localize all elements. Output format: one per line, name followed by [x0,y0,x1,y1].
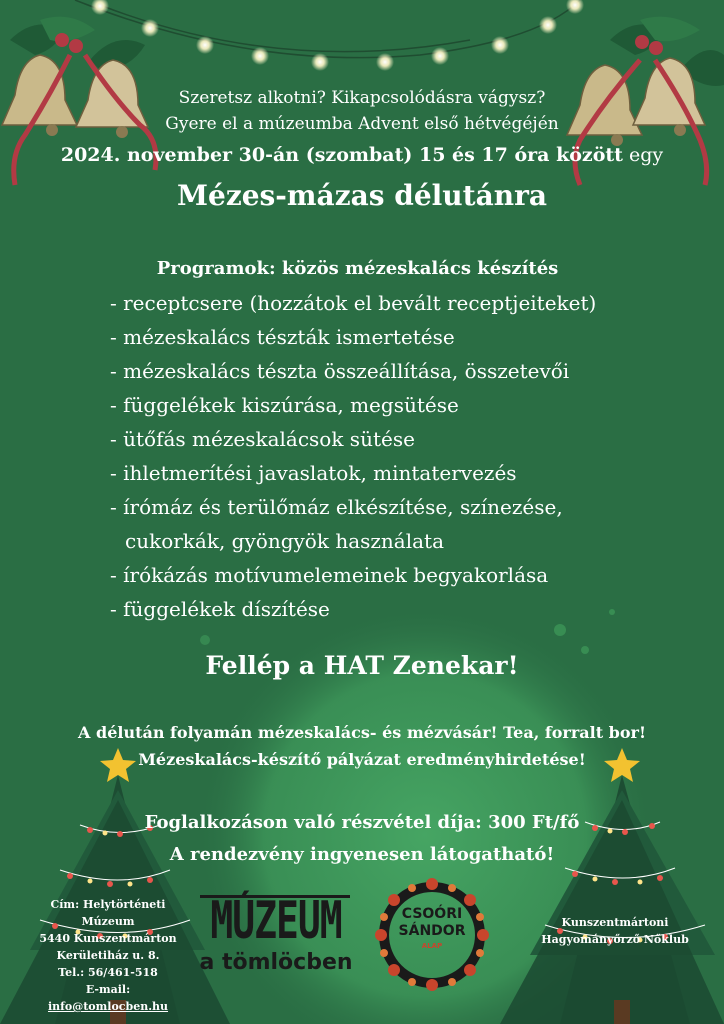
date-tail: egy [622,144,664,166]
contact-block [28,896,188,1015]
program-item: - függelékek kiszúrása, megsütése [110,393,459,417]
contact-email-label: E-mail: [85,983,131,996]
fair-line-2: Mézeskalács-készítő pályázat eredményhirdetése! [138,750,586,769]
club-block [535,914,695,948]
csoori-logo-line-3: ALAP [421,942,443,950]
club-line-2: Hagyományőrző Nőklub [541,933,689,946]
program-item-continuation: cukorkák, gyöngyök használata [125,529,445,553]
program-item: - ütőfás mézeskalácsok sütése [110,427,415,451]
program-item: - mézeskalács tészták ismertetése [110,325,455,349]
muzeum-logo-sub: a tömlöcben [199,950,353,975]
csoori-logo [392,906,472,952]
program-item: - függelékek díszítése [110,597,330,621]
fee-line-2: A rendezvény ingyenesen látogatható! [169,844,555,865]
program-item: - receptcsere (hozzátok el bevált receptjeiteket) [110,291,597,315]
fee-line-1: Foglalkozáson való részvétel díja: 300 Ft/fő [144,812,580,833]
intro-line-1: Szeretsz alkotni? Kikapcsolódásra vágysz? [178,88,546,108]
contact-address-name: Cím: Helytörténeti Múzeum [50,898,166,928]
event-title: Mézes-mázas délutánra [177,179,547,212]
intro-line-2: Gyere el a múzeumba Advent első hétvégéjén [165,114,559,134]
program-item: - írókázás motívumelemeinek begyakorlása [110,563,549,587]
muzeum-logo [196,888,356,976]
program-item: - írómáz és terülőmáz elkészítése, színezése, [110,495,563,519]
program-item: - mézeskalács tészta összeállítása, összetevői [110,359,570,383]
muzeum-logo-main: MÚZEUM [210,890,342,951]
contact-street: Kerületiház u. 8. [56,949,160,962]
contact-email-link[interactable]: info@tomlocben.hu [47,1000,169,1013]
fair-line-1: A délután folyamán mézeskalács- és mézvásár! Tea, forralt bor! [78,723,646,742]
program-list [110,252,610,626]
band-announcement: Fellép a HAT Zenekar! [205,651,519,680]
date-line [0,140,724,170]
contact-email-line [28,981,188,1015]
csoori-logo-line-2: SÁNDOR [398,923,466,939]
csoori-logo-line-1: CSOÓRI [401,906,463,922]
club-line-1: Kunszentmártoni [561,916,669,929]
contact-city: 5440 Kunszentmárton [39,932,177,945]
contact-phone: Tel.: 56/461-518 [58,966,158,979]
date-text: 2024. november 30-án (szombat) 15 és 17 óra között [60,144,623,166]
program-item: - ihletmerítési javaslatok, mintatervezés [110,461,517,485]
program-heading: Programok: közös mézeskalács készítés [156,258,559,279]
